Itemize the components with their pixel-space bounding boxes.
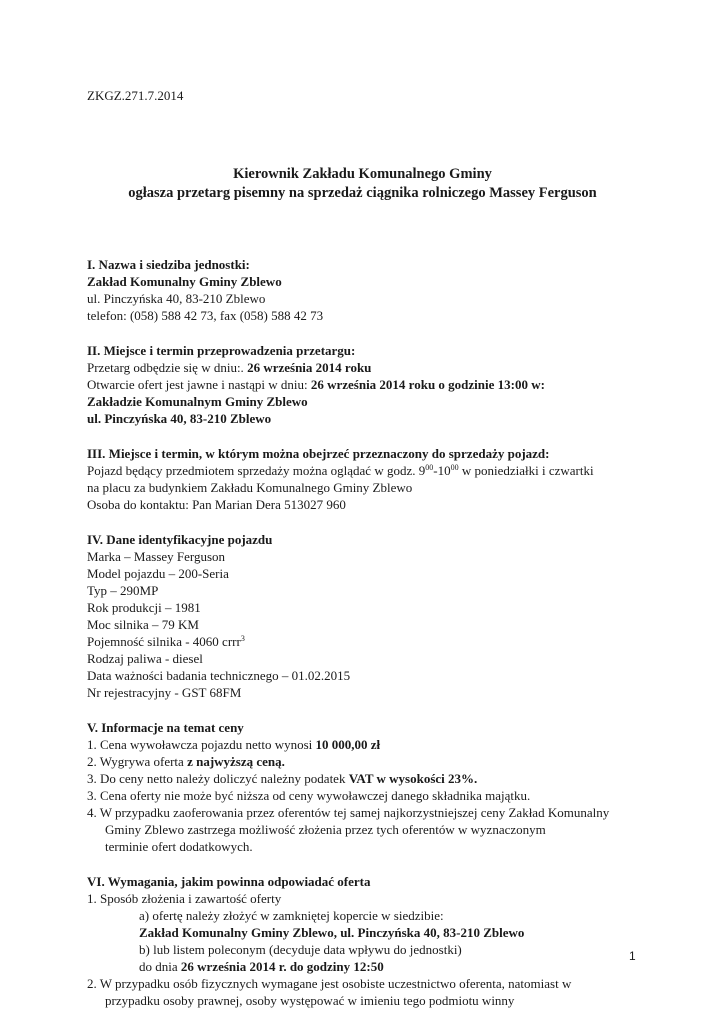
vehicle-make: Marka – Massey Ferguson [87,549,226,564]
price-point-2 [87,753,647,770]
section-5-heading: V. Informacje na temat ceny [87,720,244,735]
vehicle-capacity [87,633,647,650]
title-line-2: ogłasza przetarg pisemny na sprzedaż ciągnika rolniczego Massey Ferguson [128,185,597,201]
requirement-deadline-value: 26 września 2014 r. do godziny 12:50 [180,959,384,974]
vehicle-registration: Nr rejestracyjny - GST 68FM [87,685,242,700]
requirement-2-line-2: przypadku osoby prawnej, osoby występować w imieniu tego podmiotu winny [105,993,515,1008]
price-point-3-text: 3. Do ceny netto należy doliczyć należny podatek [87,771,349,786]
tender-date-value: 26 września 2014 roku [247,360,372,375]
section-1-unit [87,256,647,324]
page-number: 1 [629,949,636,963]
vehicle-year: Rok produkcji – 1981 [87,600,201,615]
vehicle-type: Typ – 290MP [87,583,159,598]
price-point-4-line-2: Gminy Zblewo zastrzega możliwość złożenia przez tych oferentów w wyznaczonym [105,822,546,837]
viewing-hours-sup-end: 00 [450,463,459,472]
title-line-1: Kierownik Zakładu Komunalnego Gminy [233,166,492,182]
vehicle-inspection: Data ważności badania technicznego – 01.02.2015 [87,668,351,683]
section-2-heading: II. Miejsce i termin przeprowadzenia przetargu: [87,343,356,358]
price-point-2-value: z najwyższą ceną. [187,754,285,769]
requirement-1a: a) ofertę należy złożyć w zamkniętej kopercie w siedzibie: [139,908,444,923]
viewing-hours [87,462,647,479]
requirement-deadline [87,958,647,975]
section-1-heading: I. Nazwa i siedziba jednostki: [87,257,250,272]
document-body [87,256,647,1009]
price-point-3 [87,770,647,787]
vehicle-model: Model pojazdu – 200-Seria [87,566,229,581]
price-point-3b: 3. Cena oferty nie może być niższa od ceny wywoławczej danego składnika majątku. [87,788,531,803]
opening-value: 26 września 2014 roku o godzinie 13:00 w: [310,377,545,392]
opening-place: Zakładzie Komunalnym Gminy Zblewo [87,394,308,409]
section-3-heading: III. Miejsce i termin, w którym można obejrzeć przeznaczony do sprzedaży pojazd: [87,446,550,461]
requirement-1a-address: Zakład Komunalny Gminy Zblewo, ul. Pinczyńska 40, 83-210 Zblewo [139,925,525,940]
vehicle-fuel: Rodzaj paliwa - diesel [87,651,203,666]
vehicle-capacity-sup: 3 [240,634,245,643]
viewing-hours-text: Pojazd będący przedmiotem sprzedaży można oglądać w godz. 9 [87,463,426,478]
section-4-vehicle-data [87,531,647,701]
requirement-deadline-text: do dnia [139,959,181,974]
opening-address: ul. Pinczyńska 40, 83-210 Zblewo [87,411,272,426]
viewing-place: na placu za budynkiem Zakładu Komunalnego Gminy Zblewo [87,480,413,495]
section-5-price [87,719,647,855]
price-point-4-line-3: terminie ofert dodatkowych. [105,839,253,854]
contact-person: Osoba do kontaktu: Pan Marian Dera 513027 960 [87,497,346,512]
requirement-1b: b) lub listem poleconym (decyduje data wpływu do jednostki) [139,942,462,957]
price-point-1-value: 10 000,00 zł [315,737,381,752]
requirement-2-line-1: 2. W przypadku osób fizycznych wymagane jest osobiste uczestnictwo oferenta, natomiast w [87,976,572,991]
unit-name: Zakład Komunalny Gminy Zblewo [87,274,282,289]
price-point-1 [87,736,647,753]
price-point-2-text: 2. Wygrywa oferta [87,754,188,769]
tender-date-line [87,359,647,376]
section-6-requirements [87,873,647,1009]
document-reference-number: ZKGZ.271.7.2014 [87,88,184,103]
price-point-3-value: VAT w wysokości 23%. [348,771,478,786]
unit-phone: telefon: (058) 588 42 73, fax (058) 588 42 73 [87,308,324,323]
section-3-viewing [87,445,647,513]
document-title [0,165,725,203]
opening-label: Otwarcie ofert jest jawne i nastąpi w dniu: [87,377,311,392]
viewing-hours-end: -10 [433,463,451,478]
opening-line [87,376,647,393]
section-6-heading: VI. Wymagania, jakim powinna odpowiadać oferta [87,874,371,889]
vehicle-power: Moc silnika – 79 KM [87,617,199,632]
viewing-hours-sup-start: 00 [425,463,434,472]
vehicle-capacity-text: Pojemność silnika - 4060 crrr [87,634,241,649]
price-point-4-line-1: 4. W przypadku zaoferowania przez oferentów tej samej najkorzystniejszej ceny Zakład Komunalny [87,805,610,820]
viewing-days: w poniedziałki i czwartki [458,463,594,478]
section-4-heading: IV. Dane identyfikacyjne pojazdu [87,532,273,547]
price-point-1-text: 1. Cena wywoławcza pojazdu netto wynosi [87,737,316,752]
tender-date-label: Przetarg odbędzie się w dniu:. [87,360,248,375]
section-2-tender-date [87,342,647,427]
unit-address: ul. Pinczyńska 40, 83-210 Zblewo [87,291,266,306]
requirement-1: 1. Sposób złożenia i zawartość oferty [87,891,282,906]
